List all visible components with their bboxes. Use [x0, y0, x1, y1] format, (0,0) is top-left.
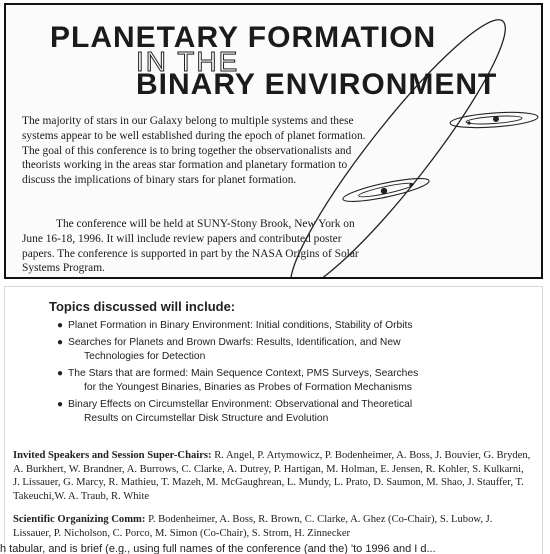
topic-item [57, 367, 497, 396]
topic-item [57, 398, 497, 427]
bullet-icon: ● [57, 336, 64, 348]
invited-speakers-names: R. Angel, P. Artymowicz, P. Bodenheimer, A. Boss, J. Bouvier, G. Bryden, A. Burkhert, W. Brandner, A. Burrows, C. Clarke, A. Dutrey, P. Hartigan, M. Holman, E. Jensen, R. Kohler, S. Kulkarni, J. Lissauer, G. Marcy, R. Mathieu, T. Mazeh, M. McGaughrean, L. Mundy, L. Prato, D. Saumon, M. Shao, J. Stauffer, T. Takeuchi,W. A. Traub, R. White [13, 450, 531, 502]
invited-speakers-label: Invited Speakers and Session Super-Chairs: [13, 450, 212, 461]
topic-line-continued: Technologies for Detection [84, 351, 206, 362]
conference-flyer [4, 3, 543, 279]
topic-line: The Stars that are formed: Main Sequence Context, PMS Surveys, Searches [68, 367, 419, 379]
bullet-icon: ● [57, 367, 64, 379]
topic-item [57, 336, 497, 365]
topics-list [57, 319, 497, 429]
topic-line-continued: for the Youngest Binaries, Binaries as Probes of Formation Mechanisms [84, 382, 412, 393]
intro-paragraph: The majority of stars in our Galaxy belong to multiple systems and these systems appear to be well established during the epoch of planet formation. The goal of this conference is to bring together the observationalists and theorists working in the areas star formation and planetary formation to discuss the implications of binary stars for planet formation. [22, 115, 366, 187]
title-line-3: BINARY ENVIRONMENT [136, 68, 498, 101]
topic-item [57, 319, 497, 334]
bullet-icon: ● [57, 398, 64, 410]
conference-details-paragraph: The conference will be held at SUNY-Stony Brook, New York on June 16-18, 1996. It will include review papers and contributed poster papers. The conference is supported in part by the NASA Origins of Solar Systems Program. [22, 218, 359, 275]
title-line-1: PLANETARY FORMATION [50, 21, 437, 54]
topic-line: Binary Effects on Circumstellar Environment: Observational and Theoretical [68, 398, 413, 410]
cropped-caption-text: h tabular, and is brief (e.g., using full names of the conference (and the) 'to 1996 and I d... [0, 543, 436, 554]
organizing-committee-names: P. Bodenheimer, A. Boss, R. Brown, C. Clarke, A. Ghez (Co-Chair), S. Lubow, J. Lissauer, P. Nicholson, C. Porco, M. Simon (Co-Chair), S. Strom, H. Zinnecker [13, 514, 493, 539]
organizing-committee-label: Scientific Organizing Comm: [13, 514, 146, 525]
topics-heading: Topics discussed will include: [49, 299, 236, 314]
topic-line: Planet Formation in Binary Environment: Initial conditions, Stability of Orbits [68, 320, 413, 331]
invited-speakers [13, 449, 533, 503]
organizing-committee [13, 513, 533, 540]
conference-info-panel [4, 286, 543, 554]
title-line-2: IN THE [136, 46, 240, 77]
topic-line: Searches for Planets and Brown Dwarfs: Results, Identification, and New [68, 336, 401, 348]
topic-line-continued: Results on Circumstellar Disk Structure and Evolution [84, 413, 329, 424]
bullet-icon: ● [57, 320, 64, 331]
